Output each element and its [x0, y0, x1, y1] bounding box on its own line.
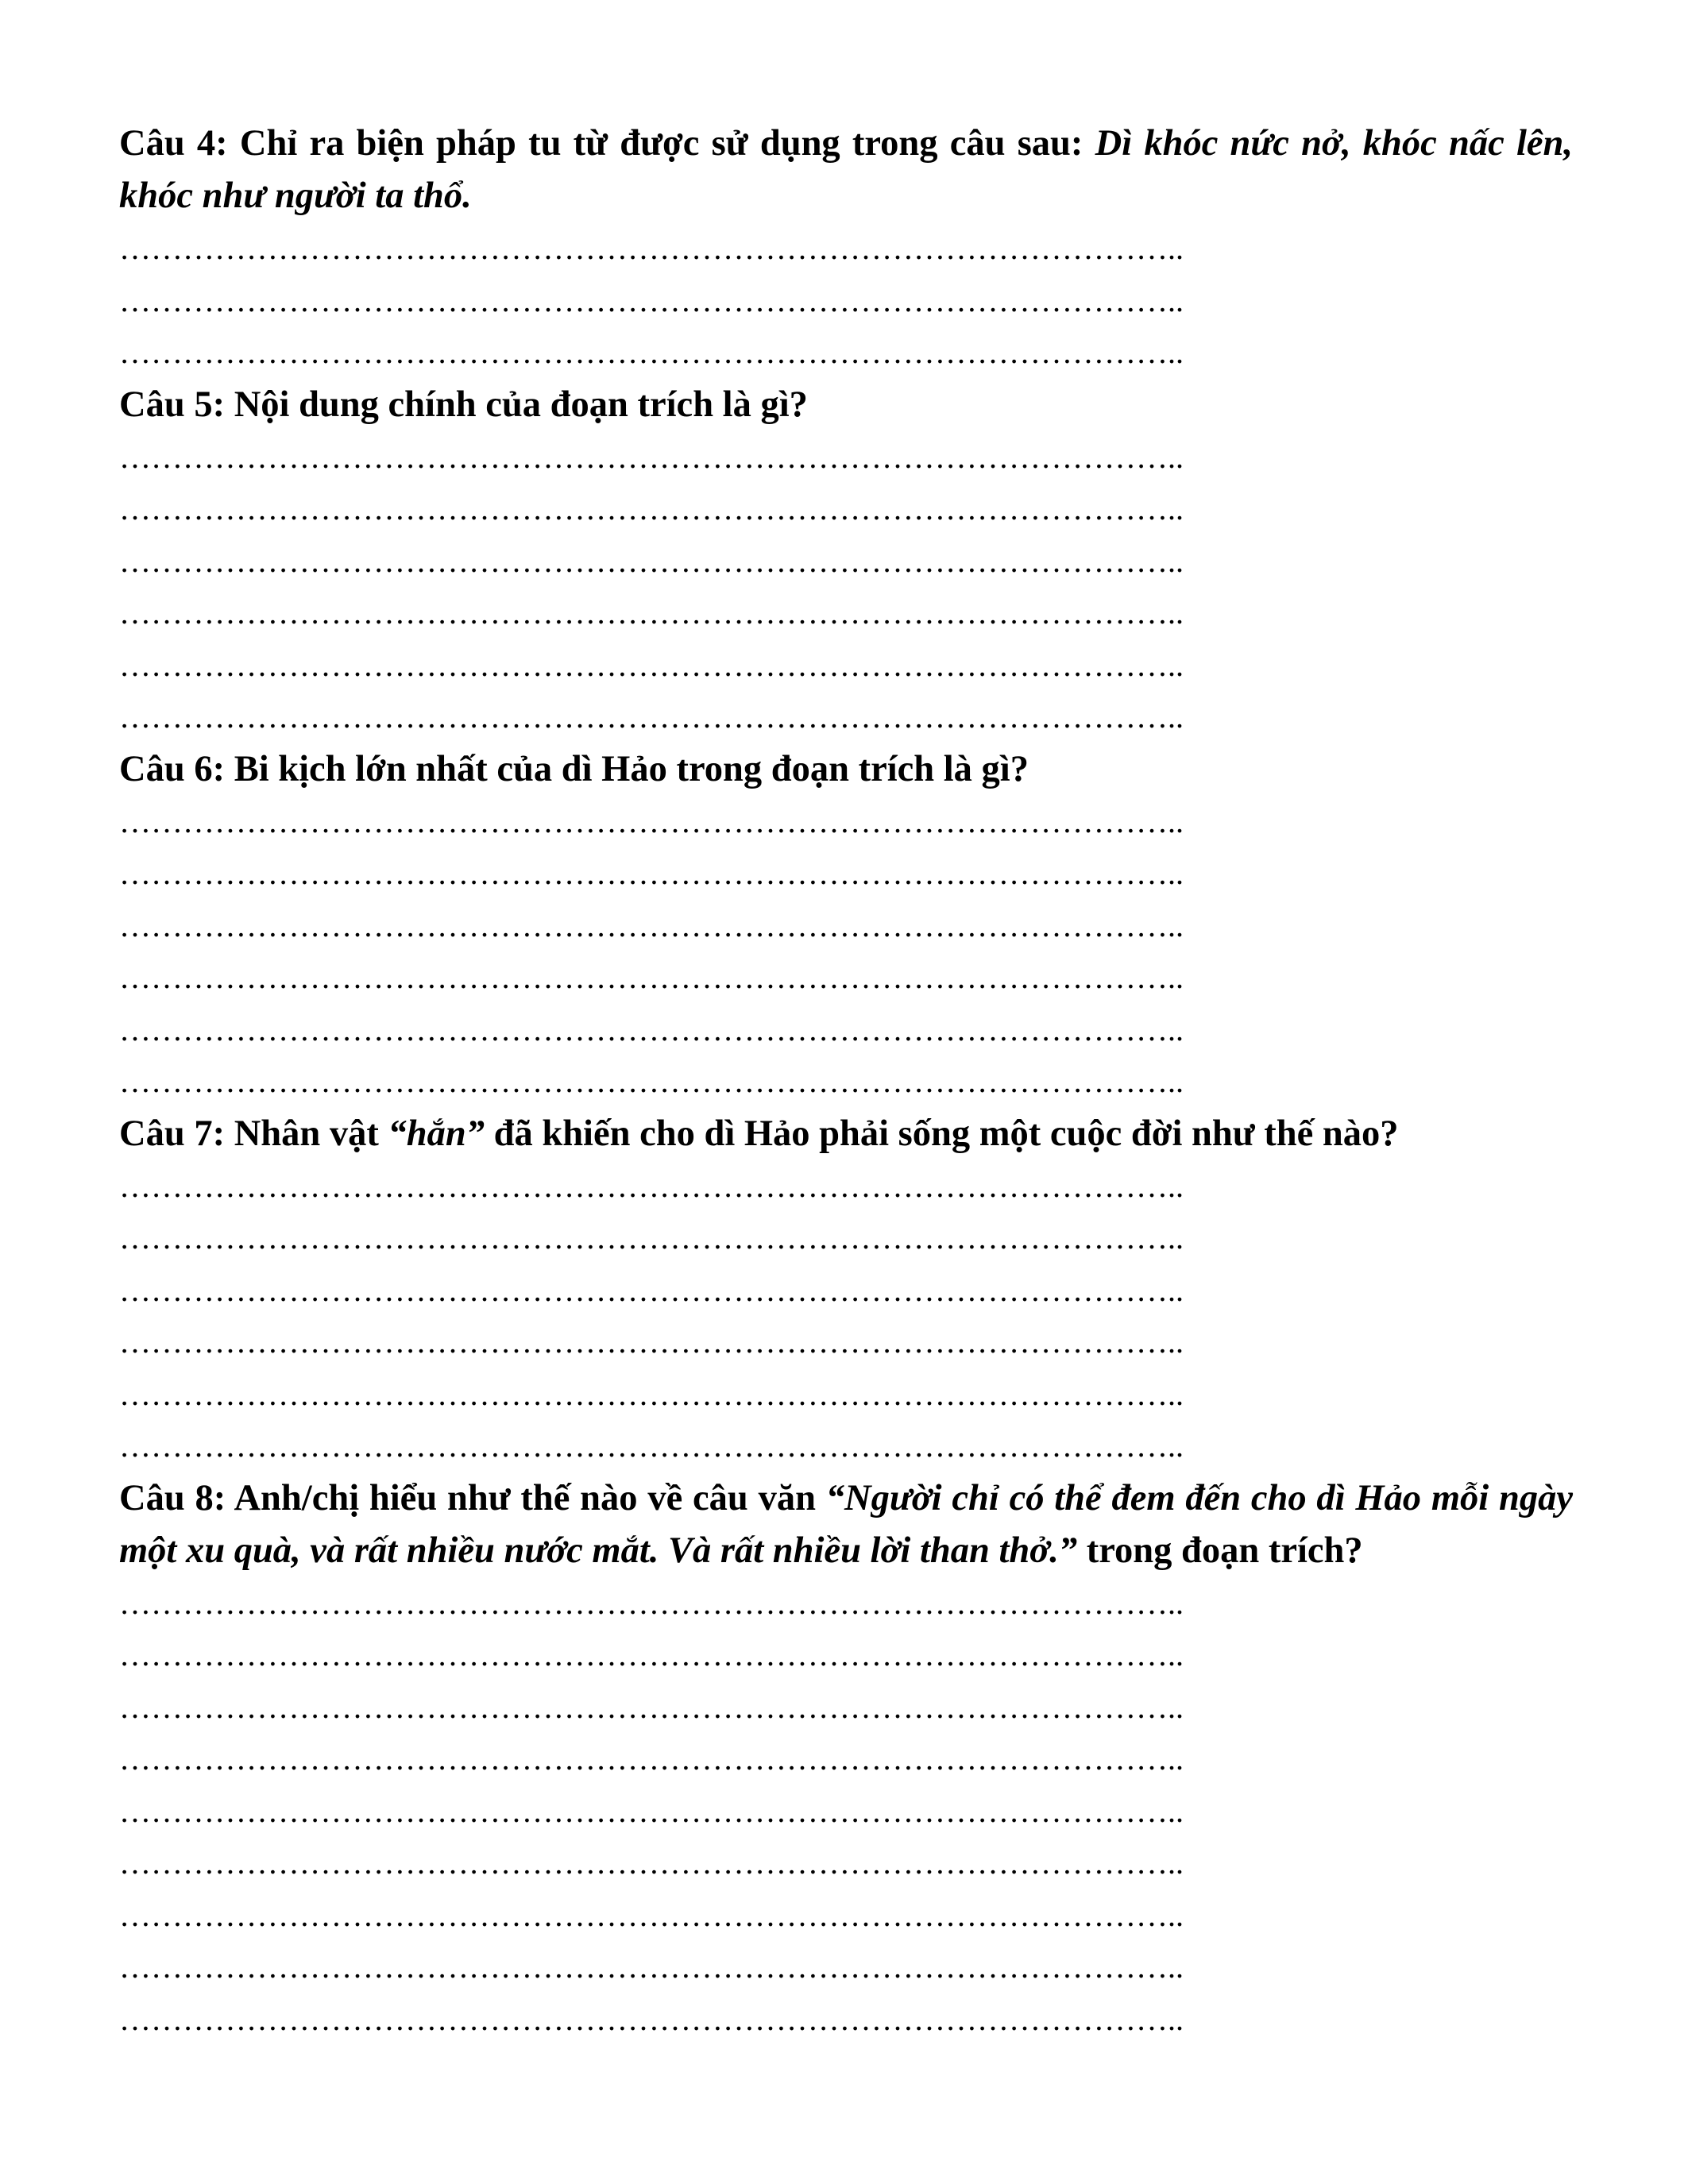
question-quote: “Người chỉ có thể đem đến cho dì Hảo mỗi ngày một xu quà, và rất nhiều nước mắt. Và rất nhiều lời than thở.” — [119, 1477, 1573, 1571]
question-7 — [119, 1108, 1573, 1472]
answer-line[interactable]: ……………………………………………………………………………………….. — [119, 1792, 1184, 1829]
answer-line[interactable]: ……………………………………………………………………………………….. — [119, 1845, 1184, 1881]
answer-line[interactable]: ……………………………………………………………………………………….. — [119, 491, 1184, 527]
question-8 — [119, 1472, 1573, 2046]
question-5-text — [119, 379, 1573, 431]
answer-line[interactable]: ……………………………………………………………………………………….. — [119, 855, 1184, 891]
answer-line[interactable]: ……………………………………………………………………………………….. — [119, 2001, 1184, 2037]
answer-line[interactable]: ……………………………………………………………………………………….. — [119, 230, 1184, 266]
answer-area-7[interactable] — [119, 1160, 1573, 1472]
answer-line[interactable]: ……………………………………………………………………………………….. — [119, 1011, 1184, 1048]
question-prompt: Anh/chị hiểu như thế nào về câu văn — [226, 1477, 826, 1518]
worksheet-page — [119, 118, 1573, 2045]
answer-line[interactable]: ……………………………………………………………………………………….. — [119, 907, 1184, 943]
answer-line[interactable]: ……………………………………………………………………………………….. — [119, 334, 1184, 370]
question-label: Câu 7: — [119, 1113, 226, 1154]
answer-line[interactable]: ……………………………………………………………………………………….. — [119, 1167, 1184, 1204]
answer-line[interactable]: ……………………………………………………………………………………….. — [119, 542, 1184, 579]
question-6 — [119, 743, 1573, 1108]
answer-area-5[interactable] — [119, 431, 1573, 743]
question-prompt: Nhân vật — [225, 1113, 388, 1154]
question-4 — [119, 118, 1573, 379]
question-label: Câu 5: — [119, 384, 226, 425]
question-prompt: Chỉ ra biện pháp tu từ được sử dụng trong câu sau: — [227, 123, 1095, 164]
answer-line[interactable]: ……………………………………………………………………………………….. — [119, 646, 1184, 683]
answer-line[interactable]: ……………………………………………………………………………………….. — [119, 1063, 1184, 1099]
question-label: Câu 4: — [119, 123, 228, 164]
answer-line[interactable]: ……………………………………………………………………………………….. — [119, 438, 1184, 475]
answer-area-8[interactable] — [119, 1577, 1573, 2046]
question-5 — [119, 379, 1573, 743]
answer-area-4[interactable] — [119, 222, 1573, 379]
question-quote: Dì khóc nức nở, khóc nấc lên, khóc như người ta thổ. — [119, 123, 1574, 216]
answer-line[interactable]: ……………………………………………………………………………………….. — [119, 1741, 1184, 1777]
answer-line[interactable]: ……………………………………………………………………………………….. — [119, 1949, 1184, 1985]
question-suffix: trong đoạn trích? — [1077, 1530, 1363, 1571]
question-prompt: Nội dung chính của đoạn trích là gì? — [225, 384, 808, 425]
answer-line[interactable]: ……………………………………………………………………………………….. — [119, 1428, 1184, 1464]
answer-line[interactable]: ……………………………………………………………………………………….. — [119, 595, 1184, 631]
question-8-text — [119, 1472, 1573, 1577]
answer-line[interactable]: ……………………………………………………………………………………….. — [119, 1271, 1184, 1308]
answer-line[interactable]: ……………………………………………………………………………………….. — [119, 803, 1184, 839]
question-prompt: Bi kịch lớn nhất của dì Hảo trong đoạn trích là gì? — [225, 748, 1029, 789]
question-7-text — [119, 1108, 1573, 1160]
answer-line[interactable]: ……………………………………………………………………………………….. — [119, 1376, 1184, 1412]
answer-line[interactable]: ……………………………………………………………………………………….. — [119, 959, 1184, 995]
answer-line[interactable]: ……………………………………………………………………………………….. — [119, 282, 1184, 318]
answer-line[interactable]: ……………………………………………………………………………………….. — [119, 1688, 1184, 1725]
question-4-text — [119, 118, 1573, 222]
question-suffix: đã khiến cho dì Hảo phải sống một cuộc đời như thế nào? — [484, 1113, 1399, 1154]
answer-line[interactable]: ……………………………………………………………………………………….. — [119, 699, 1184, 735]
question-quote: “hắn” — [388, 1113, 485, 1154]
question-label: Câu 8: — [119, 1477, 226, 1518]
answer-line[interactable]: ……………………………………………………………………………………….. — [119, 1324, 1184, 1360]
question-6-text — [119, 743, 1573, 796]
answer-area-6[interactable] — [119, 796, 1573, 1108]
answer-line[interactable]: ……………………………………………………………………………………….. — [119, 1584, 1184, 1621]
answer-line[interactable]: ……………………………………………………………………………………….. — [119, 1897, 1184, 1933]
question-label: Câu 6: — [119, 748, 226, 789]
answer-line[interactable]: ……………………………………………………………………………………….. — [119, 1637, 1184, 1673]
answer-line[interactable]: ……………………………………………………………………………………….. — [119, 1220, 1184, 1256]
